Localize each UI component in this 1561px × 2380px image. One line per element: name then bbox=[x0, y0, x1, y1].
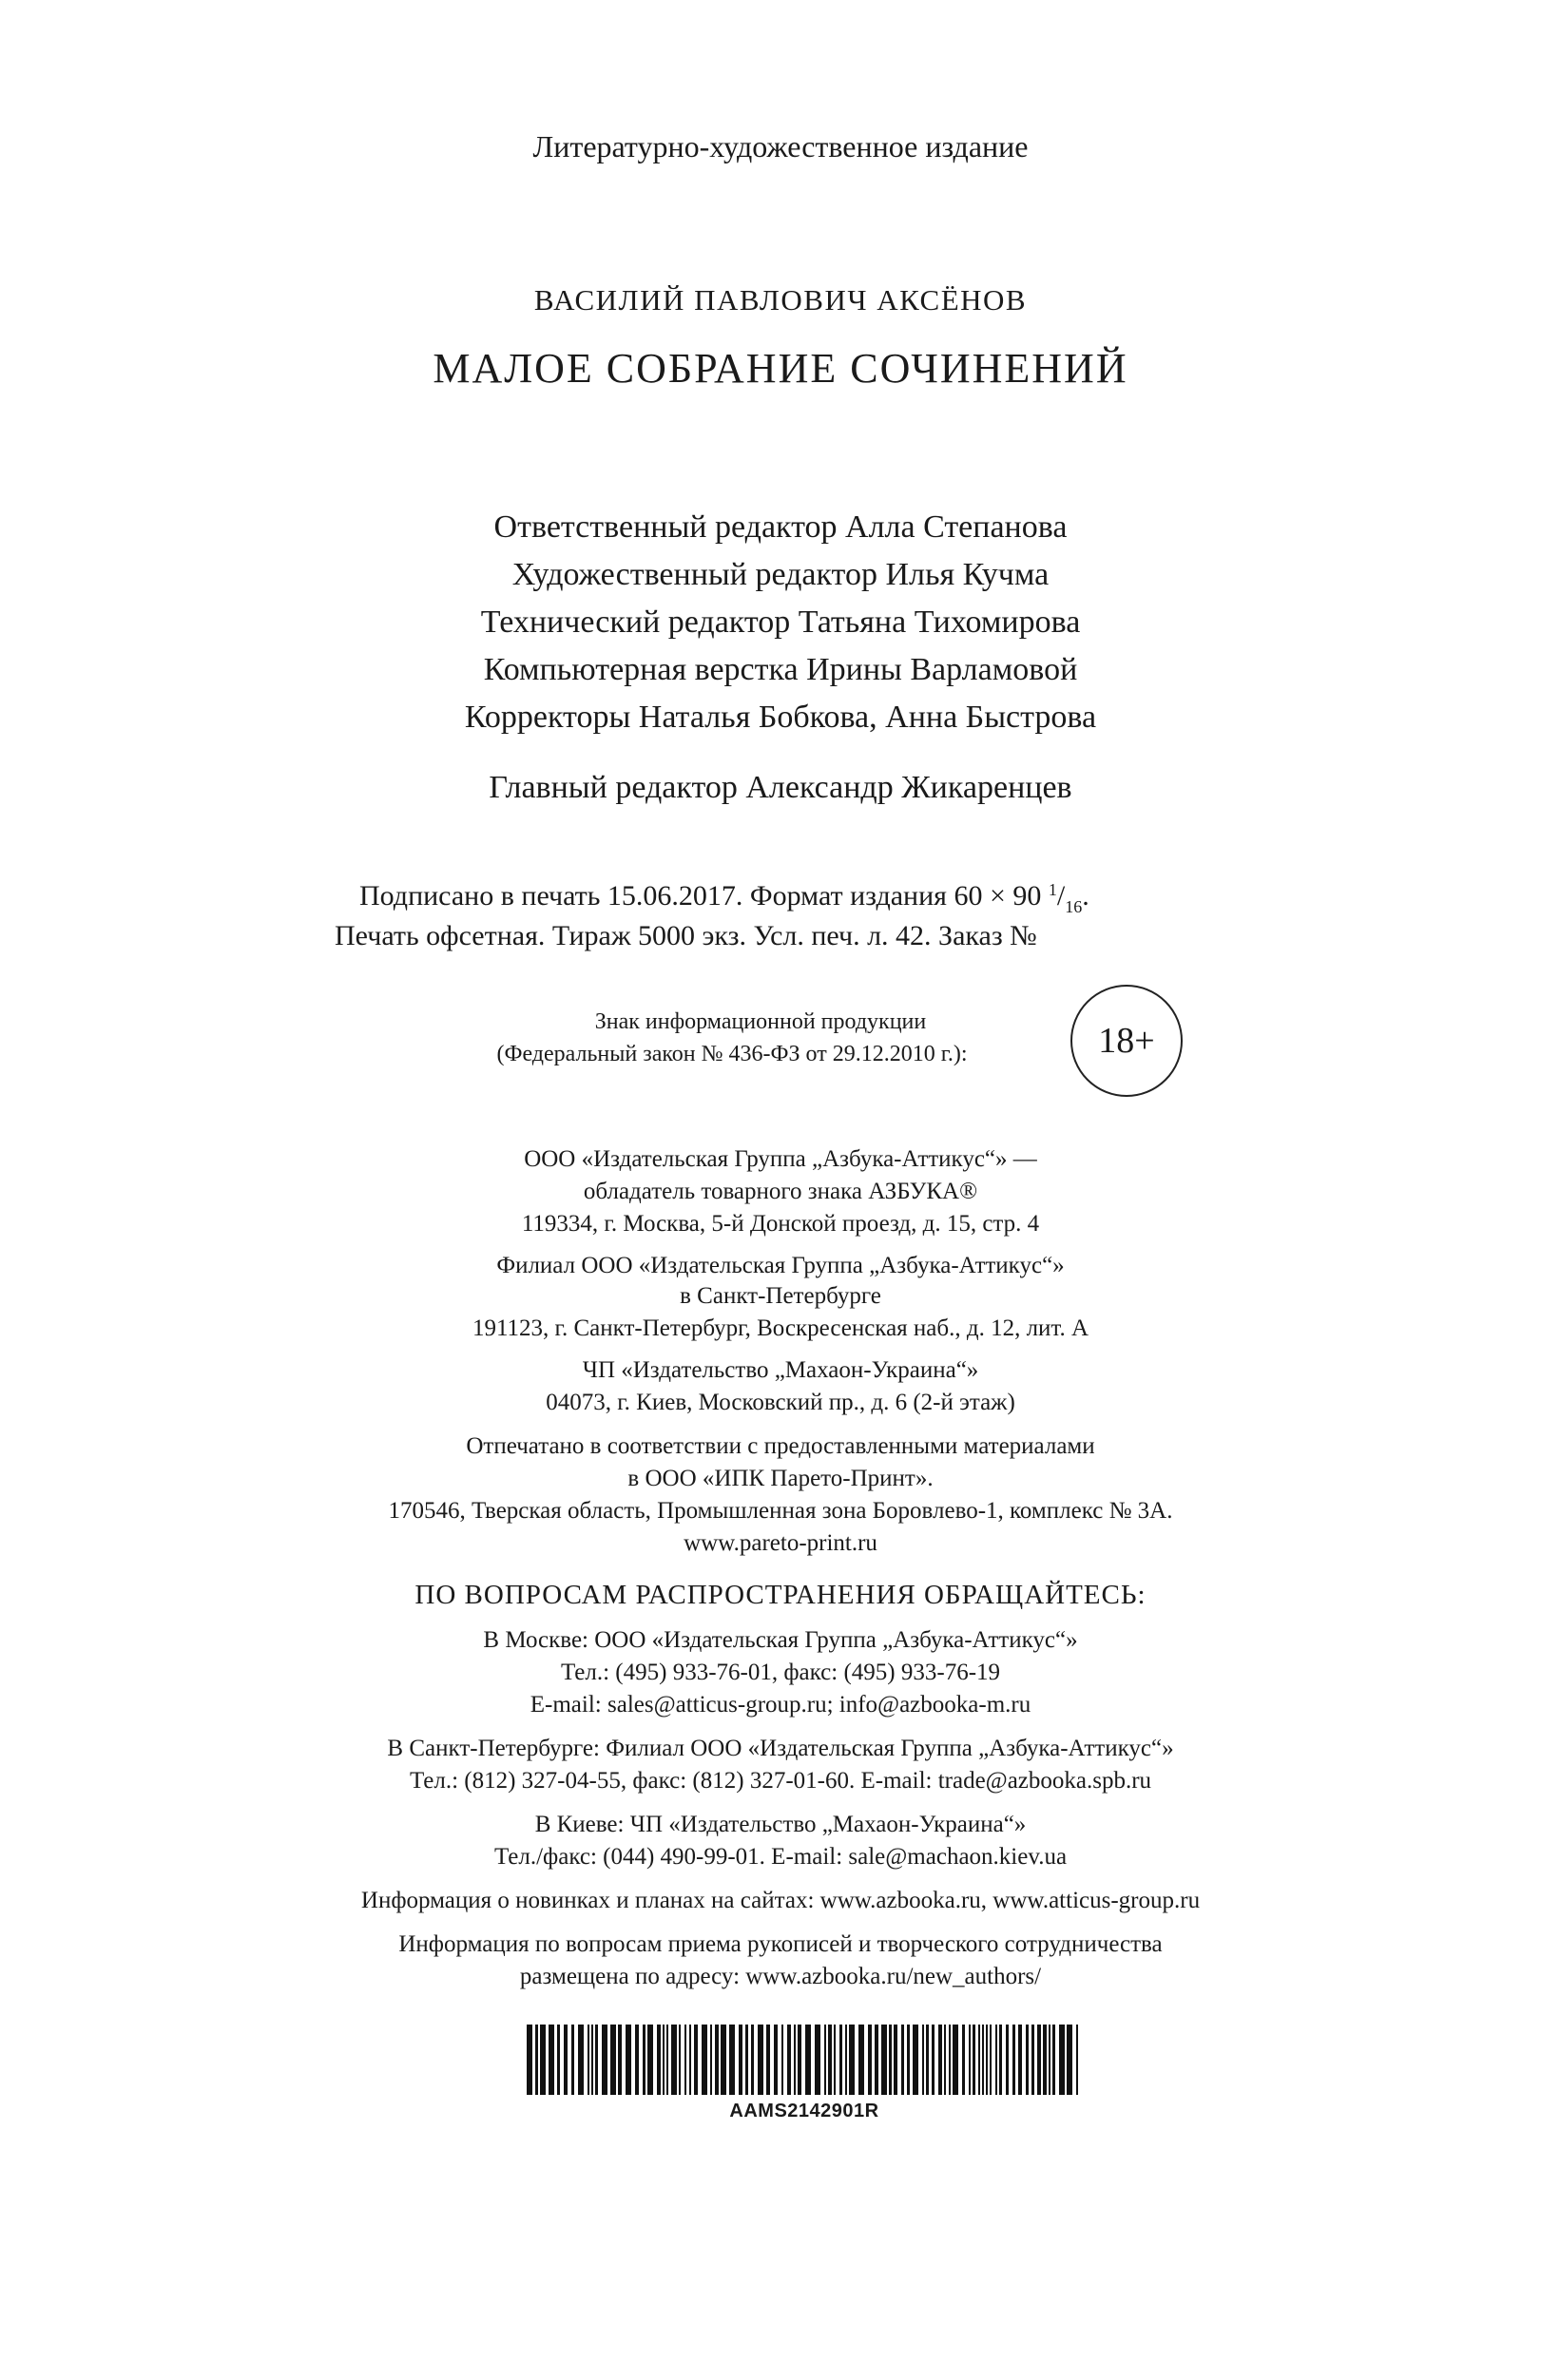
printer-line: Отпечатано в соответствии с предоставленными материалами bbox=[466, 1433, 1095, 1459]
barcode-bar bbox=[953, 2025, 958, 2095]
barcode-bar bbox=[907, 2025, 910, 2095]
info-sites-line: Информация о новинках и планах на сайтах: www.azbooka.ru, www.atticus-group.ru bbox=[360, 1888, 1201, 1913]
branch-spb-line: 191123, г. Санкт-Петербург, Воскресенская наб., д. 12, лит. А bbox=[472, 1315, 1089, 1341]
barcode-bar bbox=[938, 2025, 942, 2095]
age-rating-badge: 18+ bbox=[1070, 985, 1183, 1097]
barcode-bar bbox=[535, 2025, 538, 2095]
barcode-bar bbox=[995, 2025, 997, 2095]
dist-moscow-line: E-mail: sales@atticus-group.ru; info@azbooka-m.ru bbox=[530, 1692, 1031, 1718]
print-format-text: Подписано в печать 15.06.2017. Формат издания 60 × 90 bbox=[359, 880, 1042, 912]
barcode-bar bbox=[602, 2025, 607, 2095]
barcode-bar bbox=[1006, 2025, 1009, 2095]
dist-spb-line: Тел.: (812) 327-04-55, факс: (812) 327-01-60. E-mail: trade@azbooka.spb.ru bbox=[409, 1768, 1152, 1794]
barcode-bar bbox=[1059, 2025, 1065, 2095]
barcode-bar bbox=[1026, 2025, 1029, 2095]
barcode-bar bbox=[549, 2025, 554, 2095]
barcode-bar bbox=[973, 2025, 975, 2095]
barcode-bar bbox=[849, 2025, 855, 2095]
dist-moscow-line: В Москве: ООО «Издательская Группа „Азбука-Аттикус“» bbox=[483, 1627, 1078, 1653]
barcode-bar bbox=[978, 2025, 980, 2095]
info-product-law: (Федеральный закон № 436-ФЗ от 29.12.2010 г.): bbox=[496, 1042, 968, 1066]
barcode-bar bbox=[739, 2025, 742, 2095]
staff-line: Технический редактор Татьяна Тихомирова bbox=[480, 605, 1081, 640]
publisher-line: 119334, г. Москва, 5-й Донской проезд, д. 15, стр. 4 bbox=[521, 1211, 1040, 1237]
barcode-bar bbox=[794, 2025, 796, 2095]
printer-line: www.pareto-print.ru bbox=[684, 1530, 877, 1556]
barcode-bar bbox=[618, 2025, 622, 2095]
branch-spb-line: Филиал ООО «Издательская Группа „Азбука-Аттикус“» bbox=[496, 1253, 1065, 1278]
barcode-bar bbox=[635, 2025, 639, 2095]
barcode-bar bbox=[774, 2025, 778, 2095]
barcode-bar bbox=[666, 2025, 668, 2095]
barcode-bar bbox=[643, 2025, 646, 2095]
barcode-bar bbox=[868, 2025, 872, 2095]
barcode-bar bbox=[894, 2025, 897, 2095]
barcode-label: AAMS2142901R bbox=[729, 2101, 879, 2121]
barcode-bar bbox=[839, 2025, 842, 2095]
genre-label: Литературно-художественное издание bbox=[532, 129, 1029, 163]
barcode-bar bbox=[657, 2025, 661, 2095]
print-run-line: Печать офсетная. Тираж 5000 экз. Усл. печ. л. 42. Заказ № bbox=[335, 920, 1037, 951]
barcode-bar bbox=[1076, 2025, 1078, 2095]
barcode-bar bbox=[969, 2025, 971, 2095]
barcode-bar bbox=[1049, 2025, 1050, 2095]
barcode-bar bbox=[828, 2025, 832, 2095]
barcode-bar bbox=[815, 2025, 820, 2095]
barcode-bar bbox=[875, 2025, 878, 2095]
barcode-bars bbox=[519, 2025, 1089, 2101]
branch-kiev-line: 04073, г. Киев, Московский пр., д. 6 (2-й этаж) bbox=[546, 1390, 1015, 1415]
barcode-bar bbox=[1043, 2025, 1047, 2095]
barcode-bar bbox=[578, 2025, 584, 2095]
barcode-bar bbox=[702, 2025, 707, 2095]
barcode-bar bbox=[671, 2025, 677, 2095]
info-product-label: Знак информационной продукции bbox=[594, 1009, 927, 1034]
dist-kiev-line: В Киеве: ЧП «Издательство „Махаон-Украина“» bbox=[534, 1812, 1027, 1837]
barcode-bar bbox=[571, 2025, 574, 2095]
barcode-bar bbox=[999, 2025, 1002, 2095]
barcode-bar bbox=[766, 2025, 770, 2095]
barcode-bar bbox=[781, 2025, 783, 2095]
dist-spb-line: В Санкт-Петербурге: Филиал ООО «Издательская Группа „Азбука-Аттикус“» bbox=[387, 1736, 1174, 1761]
format-fraction-denominator: 16 bbox=[1065, 897, 1083, 916]
barcode-bar bbox=[588, 2025, 589, 2095]
barcode-bar bbox=[679, 2025, 681, 2095]
barcode-bar bbox=[647, 2025, 653, 2095]
barcode-bar bbox=[527, 2025, 532, 2095]
barcode-bar bbox=[564, 2025, 568, 2095]
barcode-bar bbox=[824, 2025, 826, 2095]
barcode-bar bbox=[1067, 2025, 1072, 2095]
branch-kiev-line: ЧП «Издательство „Махаон-Украина“» bbox=[582, 1357, 979, 1383]
author-name: ВАСИЛИЙ ПАВЛОВИЧ АКСЁНОВ bbox=[533, 283, 1028, 317]
manuscripts-line: размещена по адресу: www.azbooka.ru/new_authors/ bbox=[519, 1964, 1042, 1989]
barcode-bar bbox=[932, 2025, 935, 2095]
barcode-bar bbox=[540, 2025, 546, 2095]
barcode-bar bbox=[1037, 2025, 1041, 2095]
book-title: МАЛОЕ СОБРАНИЕ СОЧИНЕНИЙ bbox=[433, 345, 1128, 392]
barcode bbox=[519, 2025, 1089, 2120]
staff-line: Корректоры Наталья Бобкова, Анна Быстрова bbox=[464, 700, 1097, 735]
barcode-bar bbox=[926, 2025, 929, 2095]
format-fraction-numerator: 1 bbox=[1048, 880, 1057, 899]
barcode-bar bbox=[901, 2025, 904, 2095]
barcode-bar bbox=[944, 2025, 946, 2095]
staff-line: Художественный редактор Илья Кучма bbox=[511, 557, 1050, 592]
staff-line: Компьютерная верстка Ирины Варламовой bbox=[483, 652, 1078, 687]
barcode-bar bbox=[1052, 2025, 1055, 2095]
barcode-bar bbox=[1031, 2025, 1034, 2095]
staff-line: Ответственный редактор Алла Степанова bbox=[493, 509, 1068, 545]
barcode-bar bbox=[626, 2025, 631, 2095]
barcode-bar bbox=[663, 2025, 665, 2095]
barcode-bar bbox=[805, 2025, 811, 2095]
barcode-bar bbox=[982, 2025, 984, 2095]
barcode-bar bbox=[689, 2025, 691, 2095]
dist-kiev-line: Тел./факс: (044) 490-99-01. E-mail: sale@machaon.kiev.ua bbox=[493, 1844, 1068, 1870]
barcode-bar bbox=[990, 2025, 992, 2095]
distribution-heading: ПО ВОПРОСАМ РАСПРОСТРАНЕНИЯ ОБРАЩАЙТЕСЬ: bbox=[414, 1580, 1147, 1610]
print-signed-line: Подписано в печать 15.06.2017. Формат издания 60 × 90 $^1/_{16}$. bbox=[359, 880, 1089, 916]
barcode-bar bbox=[715, 2025, 719, 2095]
barcode-bar bbox=[595, 2025, 598, 2095]
barcode-bar bbox=[787, 2025, 791, 2095]
barcode-bar bbox=[1012, 2025, 1015, 2095]
chief-editor: Главный редактор Александр Жикаренцев bbox=[489, 770, 1072, 805]
barcode-bar bbox=[962, 2025, 965, 2095]
barcode-bar bbox=[694, 2025, 698, 2095]
branch-spb-line: в Санкт-Петербурге bbox=[680, 1283, 881, 1309]
barcode-bar bbox=[881, 2025, 887, 2095]
barcode-bar bbox=[913, 2025, 918, 2095]
barcode-bar bbox=[591, 2025, 593, 2095]
barcode-bar bbox=[845, 2025, 847, 2095]
barcode-bar bbox=[610, 2025, 616, 2095]
barcode-bar bbox=[710, 2025, 712, 2095]
manuscripts-line: Информация по вопросам приема рукописей и творческого сотрудничества bbox=[398, 1931, 1163, 1957]
barcode-bar bbox=[1018, 2025, 1022, 2095]
barcode-bar bbox=[729, 2025, 735, 2095]
barcode-bar bbox=[949, 2025, 951, 2095]
publisher-line: ООО «Издательская Группа „Азбука-Аттикус“» — bbox=[524, 1146, 1037, 1172]
barcode-bar bbox=[889, 2025, 892, 2095]
printer-line: 170546, Тверская область, Промышленная зона Боровлево-1, комплекс № 3А. bbox=[388, 1498, 1173, 1524]
barcode-bar bbox=[751, 2025, 754, 2095]
dist-moscow-line: Тел.: (495) 933-76-01, факс: (495) 933-76-19 bbox=[560, 1660, 1001, 1685]
publisher-line: обладатель товарного знака АЗБУКА® bbox=[583, 1179, 978, 1204]
barcode-bar bbox=[858, 2025, 864, 2095]
barcode-bar bbox=[834, 2025, 836, 2095]
barcode-bar bbox=[557, 2025, 560, 2095]
barcode-bar bbox=[721, 2025, 726, 2095]
barcode-bar bbox=[798, 2025, 801, 2095]
printer-line: в ООО «ИПК Парето-Принт». bbox=[627, 1466, 934, 1491]
barcode-bar bbox=[922, 2025, 924, 2095]
barcode-bar bbox=[986, 2025, 988, 2095]
barcode-bar bbox=[684, 2025, 686, 2095]
barcode-bar bbox=[745, 2025, 748, 2095]
barcode-bar bbox=[758, 2025, 763, 2095]
